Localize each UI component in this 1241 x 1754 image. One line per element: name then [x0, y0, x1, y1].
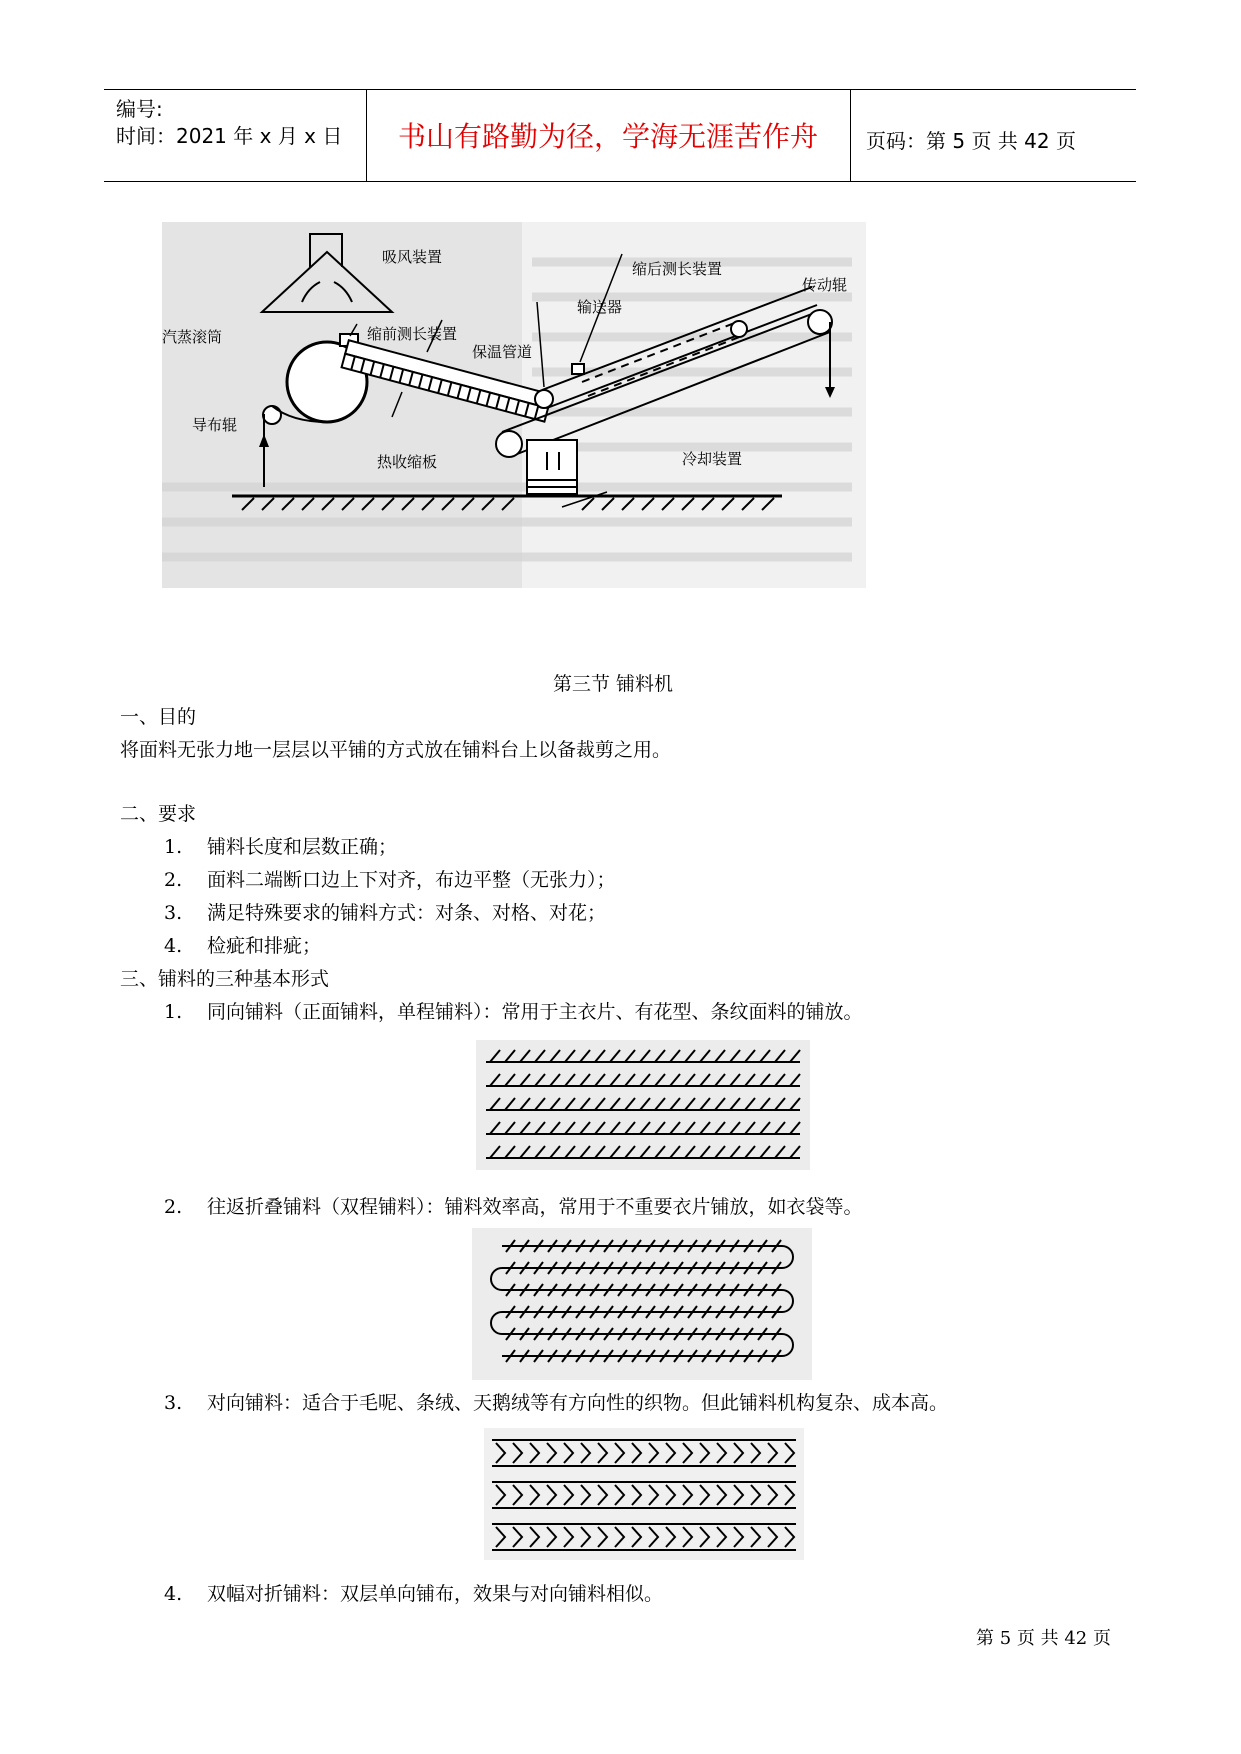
requirement-number: 1. [164, 836, 183, 858]
form-text: 双幅对折铺料：双层单向铺布，效果与对向铺料相似。 [207, 1583, 664, 1605]
requirement-text: 满足特殊要求的铺料方式：对条、对格、对花； [207, 902, 607, 924]
label-cooling: 冷却装置 [682, 450, 743, 468]
forms-heading: 三、铺料的三种基本形式 [120, 968, 330, 990]
label-steam-drum: 汽蒸滚筒 [162, 328, 223, 346]
shrink-machine-diagram [162, 222, 866, 588]
label-rear-measure: 缩后测长装置 [632, 260, 723, 278]
header-serial: 编号: [116, 97, 163, 121]
purpose-heading: 一、目的 [120, 706, 197, 728]
header-page-info: 页码：第 5 页 共 42 页 [866, 129, 1076, 153]
label-guide-roller: 导布辊 [192, 416, 238, 434]
header-divider-right [850, 89, 851, 181]
requirement-number: 2. [164, 869, 183, 891]
section-title: 第三节 铺料机 [553, 673, 674, 695]
same-direction-spreading-diagram [476, 1040, 810, 1170]
label-drive-roller: 传动辊 [802, 276, 848, 294]
label-insulation-pipe: 保温管道 [472, 343, 533, 361]
requirement-text: 铺料长度和层数正确； [207, 836, 398, 858]
purpose-text: 将面料无张力地一层层以平铺的方式放在铺料台上以备裁剪之用。 [120, 739, 672, 761]
label-front-measure: 缩前测长装置 [367, 325, 458, 343]
label-suction: 吸风装置 [382, 248, 443, 266]
form-text: 对向铺料：适合于毛呢、条绒、天鹅绒等有方向性的织物。但此铺料机构复杂、成本高。 [207, 1392, 949, 1414]
header-time: 时间：2021 年 x 月 x 日 [116, 124, 343, 148]
label-shrink-plate: 热收缩板 [377, 453, 438, 471]
requirement-text: 检疵和排疵； [207, 935, 322, 957]
form-number: 2. [164, 1196, 183, 1218]
form-number: 3. [164, 1392, 183, 1414]
requirements-heading: 二、要求 [120, 803, 197, 825]
header-top-rule [104, 89, 1136, 90]
header-bottom-rule [104, 181, 1136, 182]
footer-page-number: 第 5 页 共 42 页 [976, 1628, 1111, 1649]
face-to-face-spreading-diagram [484, 1428, 804, 1560]
requirement-number: 4. [164, 935, 183, 957]
form-text: 往返折叠铺料（双程铺料）：铺料效率高，常用于不重要衣片铺放，如衣袋等。 [207, 1196, 863, 1218]
requirement-text: 面料二端断口边上下对齐，布边平整（无张力）； [207, 869, 616, 891]
form-text: 同向铺料（正面铺料，单程铺料）：常用于主衣片、有花型、条纹面料的铺放。 [207, 1001, 863, 1023]
header-motto: 书山有路勤为径，学海无涯苦作舟 [397, 120, 818, 153]
form-number: 4. [164, 1583, 183, 1605]
requirement-number: 3. [164, 902, 183, 924]
form-number: 1. [164, 1001, 183, 1023]
label-conveyor: 输送器 [577, 298, 623, 316]
zigzag-spreading-diagram [472, 1228, 812, 1380]
